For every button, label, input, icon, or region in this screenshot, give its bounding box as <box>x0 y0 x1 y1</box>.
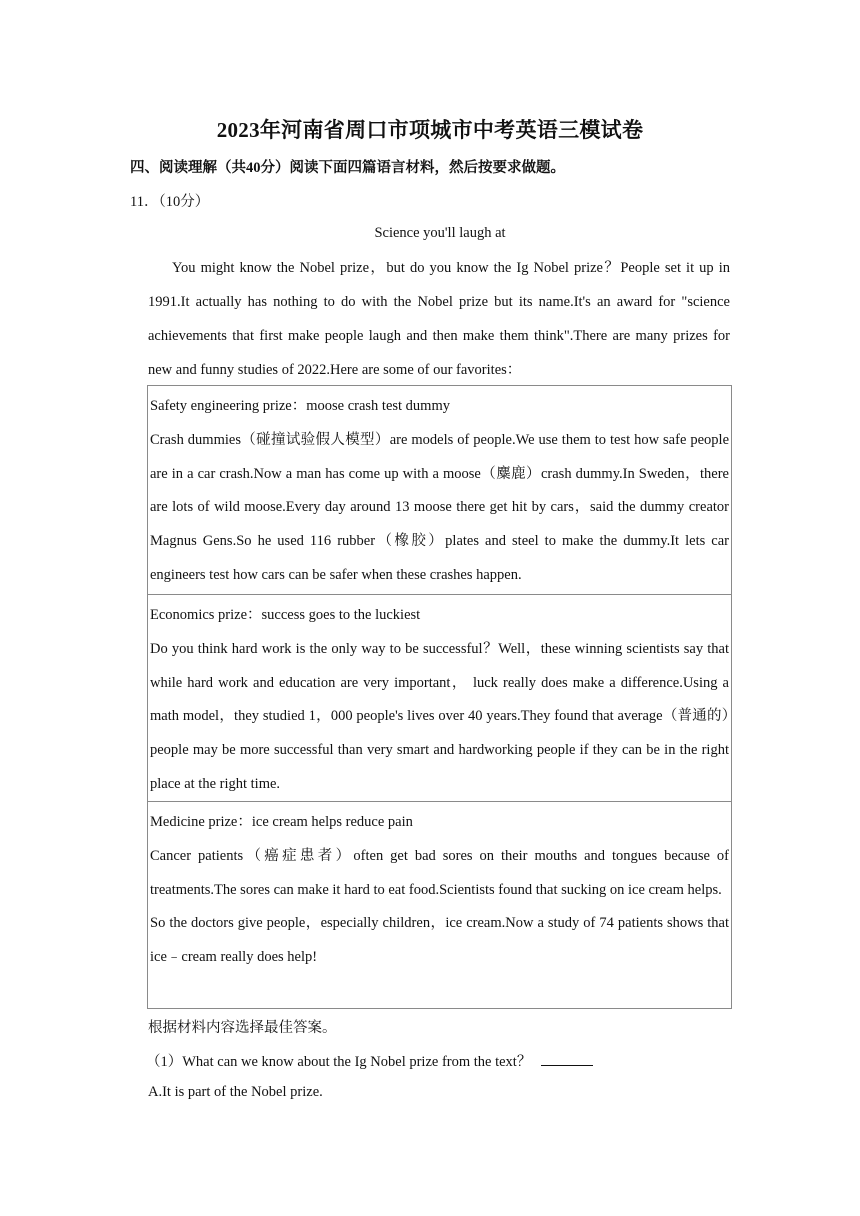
exam-title: 2023年河南省周口市项城市中考英语三模试卷 <box>216 118 644 142</box>
table-cell-safety <box>148 386 731 594</box>
medicine-heading: Medicine prize：ice cream helps reduce pain <box>150 814 413 830</box>
option-a: A.It is part of the Nobel prize. <box>148 1084 323 1100</box>
passage-title: Science you'll laugh at <box>374 225 506 241</box>
safety-heading: Safety engineering prize：moose crash test dummy <box>150 398 450 414</box>
section-heading: 四、阅读理解（共40分）阅读下面四篇语言材料，然后按要求做题。 <box>130 160 565 176</box>
medicine-body-1: Cancer patients（癌症患者）often get bad sores on their mouths and tongues because of treatments.The sores can make it hard to eat food.Scientists found that sucking on ice cream helps. <box>150 847 729 898</box>
economics-heading: Economics prize：success goes to the luckiest <box>150 607 421 623</box>
safety-body: Crash dummies（碰撞试验假人模型）are models of people.We use them to test how safe people are in a car crash.Now a man has come up with a moose（麋鹿）crash dummy.In Sweden，there are lots of wild moose.Every day around 13 moose there get hit by cars，said the dummy creator Magnus Gens.So he used 116 rubber（橡胶）plates and steel to make the dummy.It lets car engineers test how cars can be safer when these crashes happen. <box>150 431 729 583</box>
question-1 <box>146 1050 593 1071</box>
instruction-text: 根据材料内容选择最佳答案。 <box>148 1020 337 1036</box>
table-cell-medicine <box>148 801 731 1008</box>
economics-body: Do you think hard work is the only way to be successful？Well，these winning scientists say that while hard work and education are very important， luck really does make a difference.Using a math model，they studied 1，000 people's lives over 40 years.They found that average（普通的）people may be more successful than very smart and hardworking people if they can be in the right place at the right time. <box>150 640 729 792</box>
prize-table <box>147 385 732 1009</box>
intro-paragraph: You might know the Nobel prize，but do you know the Ig Nobel prize？People set it up in 1991.It actually has nothing to do with the Nobel prize but its name.It's an award for "science achievements that first make people laugh and then make them think".There are many prizes for new and funny studies of 2022.Here are some of our favorites： <box>148 260 730 378</box>
passage-intro <box>148 251 730 387</box>
question-1-text: （1）What can we know about the Ig Nobel prize from the text？ <box>146 1054 532 1070</box>
table-cell-economics <box>148 594 731 801</box>
answer-blank <box>541 1051 593 1066</box>
question-number: 11．（10分） <box>130 194 210 210</box>
medicine-body-2: So the doctors give people，especially children，ice cream.Now a study of 74 patients shows that ice﹣cream really does help! <box>150 915 729 966</box>
